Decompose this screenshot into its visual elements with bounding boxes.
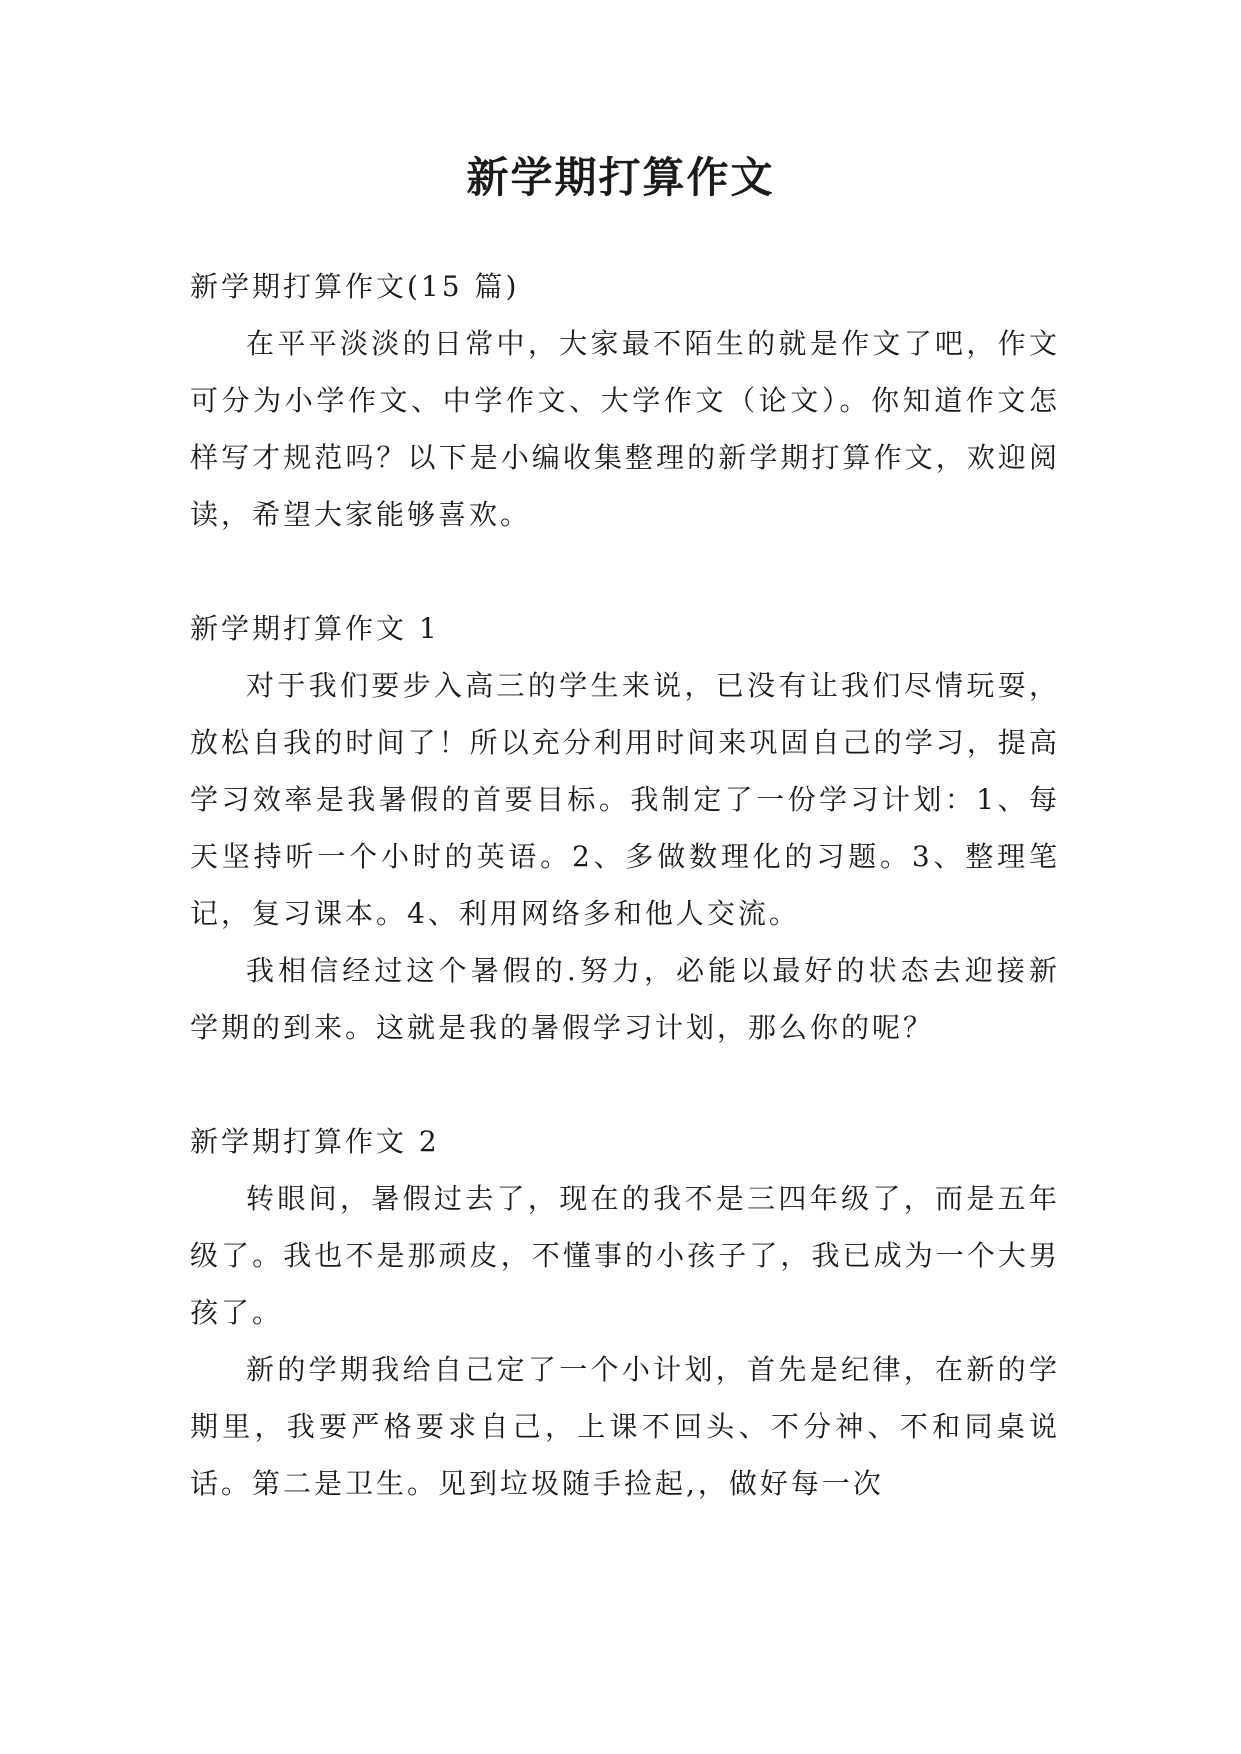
intro-paragraph: 在平平淡淡的日常中，大家最不陌生的就是作文了吧，作文可分为小学作文、中学作文、大学作文（论文）。你知道作文怎样写才规范吗？以下是小编收集整理的新学期打算作文，欢迎阅读，希望大家能够喜欢。 (190, 327, 1060, 531)
section-spacer (190, 1056, 1060, 1113)
section-spacer (190, 543, 1060, 600)
essay-1-heading: 新学期打算作文 1 (190, 612, 440, 645)
document-body (190, 258, 1060, 1512)
essay-1-paragraph: 我相信经过这个暑假的.努力，必能以最好的状态去迎接新学期的到来。这就是我的暑假学习计划，那么你的呢？ (190, 954, 1060, 1044)
essay-2-heading: 新学期打算作文 2 (190, 1125, 440, 1158)
document-title: 新学期打算作文 (466, 153, 775, 202)
essay-2-paragraph: 新的学期我给自己定了一个小计划，首先是纪律，在新的学期里，我要严格要求自己，上课不回头、不分神、不和同桌说话。第二是卫生。见到垃圾随手捡起,，做好每一次 (190, 1353, 1060, 1500)
intro-heading: 新学期打算作文(15 篇) (190, 270, 520, 303)
essay-2-paragraph: 转眼间，暑假过去了，现在的我不是三四年级了，而是五年级了。我也不是那顽皮，不懂事的小孩子了，我已成为一个大男孩了。 (190, 1182, 1060, 1329)
essay-1-paragraph: 对于我们要步入高三的学生来说，已没有让我们尽情玩耍，放松自我的时间了！所以充分利用时间来巩固自己的学习，提高学习效率是我暑假的首要目标。我制定了一份学习计划：1、每天坚持听一个小时的英语。2、多做数理化的习题。3、整理笔记，复习课本。4、利用网络多和他人交流。 (190, 669, 1060, 930)
